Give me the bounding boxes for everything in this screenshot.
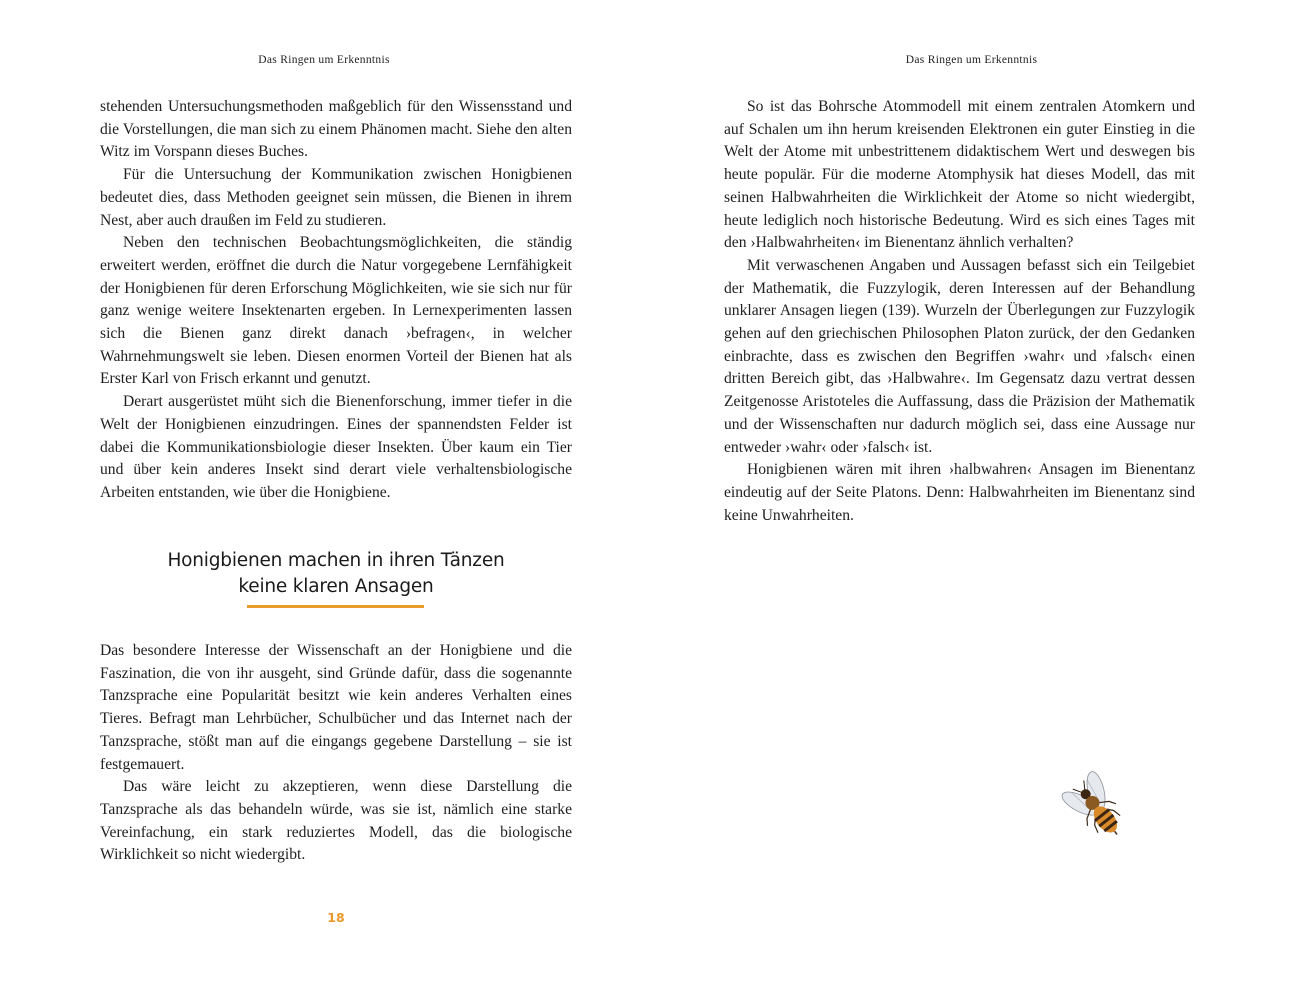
paragraph: Mit verwaschenen Angaben und Aussagen befasst sich ein Teilgebiet der Mathematik, die Fuzzylogik, deren Interessen auf der Behandlung unklarer Ansagen liegen (139). Wurzeln der Überlegungen zur Fuzzylogik gehen auf den griechischen Philosophen Platon zurück, der den Gedanken einbrachte, dass es zwischen den Begriffen ›wahr‹ und ›falsch‹ einen dritten Bereich gibt, das ›Halbwahre‹. Im Gegensatz dazu vertrat dessen Zeitgenosse Aristoteles die Auffassung, dass die Präzision der Mathematik und der Wissenschaften nur dadurch möglich sei, dass eine Aussage nur entweder ›wahr‹ oder ›falsch‹ ist. xyxy=(724,256,1195,456)
text-column xyxy=(724,96,1195,527)
text-column-bottom xyxy=(100,640,572,867)
section-heading-line1: Honigbienen machen in ihren Tänzen xyxy=(167,550,505,571)
text-column-top xyxy=(100,96,572,505)
paragraph: So ist das Bohrsche Atommodell mit einem zentralen Atomkern und auf Schalen um ihn herum kreisenden Elektronen ein guter Einstieg in die Welt der Atome mit unbestrittenem didaktischem Wert und deswegen bis heute populär. Für die moderne Atomphysik hat dieses Modell, das mit seinen Halbwahrheiten die Wirklichkeit der Atome so nicht wiedergibt, heute lediglich noch historische Bedeutung. Wird es sich eines Tages mit den ›Halbwahrheiten‹ im Bienentanz ähnlich verhalten? xyxy=(724,98,1195,252)
section-heading-line2: keine klaren Ansagen xyxy=(238,576,434,597)
right-page xyxy=(648,0,1295,1000)
paragraph: Das wäre leicht zu akzeptieren, wenn diese Darstellung die Tanzsprache als das behandeln würde, was sie ist, nämlich eine starke Vereinfachung, ein stark reduziertes Modell, das die biologische Wirklichkeit so nicht wiedergibt. xyxy=(100,778,572,864)
paragraph: Honigbienen wären mit ihren ›halbwahren‹ Ansagen im Bienentanz eindeutig auf der Seite Platons. Denn: Halbwahrheiten im Bienentanz sind keine Unwahrheiten. xyxy=(724,461,1195,524)
running-head-right: Das Ringen um Erkenntnis xyxy=(905,54,1038,66)
bee-illustration-icon xyxy=(1058,770,1138,850)
page-number: 18 xyxy=(327,910,345,925)
paragraph: Neben den technischen Beobachtungsmöglichkeiten, die ständig erweitert werden, eröffnet die durch die Natur vorgegebene Lernfähigkeit der Honigbienen für deren Erforschung Möglichkeiten, wie sie sich nur für ganz wenige weitere Insektenarten ergeben. In Lernexperimenten lassen sich die Bienen ganz direkt danach ›befragen‹, in welcher Wahrnehmungswelt sie leben. Diesen enormen Vorteil der Bienen hat als Erster Karl von Frisch erkannt und genutzt. xyxy=(100,234,572,388)
paragraph: Das besondere Interesse der Wissenschaft an der Honigbiene und die Faszination, die von ihr ausgeht, sind Gründe dafür, dass die sogenannte Tanzsprache eine Popularität besitzt wie kein anderes Verhalten eines Tieres. Befragt man Lehrbücher, Schulbücher und das Internet nach der Tanzsprache, stößt man auf die eingangs gegebene Darstellung – sie ist festgemauert. xyxy=(100,642,572,773)
heading-underline xyxy=(247,605,424,608)
running-head-left: Das Ringen um Erkenntnis xyxy=(258,54,390,66)
section-heading xyxy=(100,548,572,600)
paragraph: Für die Untersuchung der Kommunikation zwischen Honigbienen bedeutet dies, dass Methoden geeignet sein müssen, die Bienen in ihrem Nest, aber auch draußen im Feld zu studieren. xyxy=(100,166,572,229)
paragraph: stehenden Untersuchungsmethoden maßgeblich für den Wissensstand und die Vorstellungen, die man sich zu einem Phänomen macht. Siehe den alten Witz im Vorspann dieses Buches. xyxy=(100,98,572,161)
paragraph: Derart ausgerüstet müht sich die Bienenforschung, immer tiefer in die Welt der Honigbienen einzudringen. Eines der spannendsten Felder ist dabei die Kommunikationsbiologie dieser Insekten. Über kaum ein Tier und über kein anderes Insekt sind derart viele verhaltensbiologische Arbeiten entstanden, wie über die Honigbiene. xyxy=(100,393,572,501)
